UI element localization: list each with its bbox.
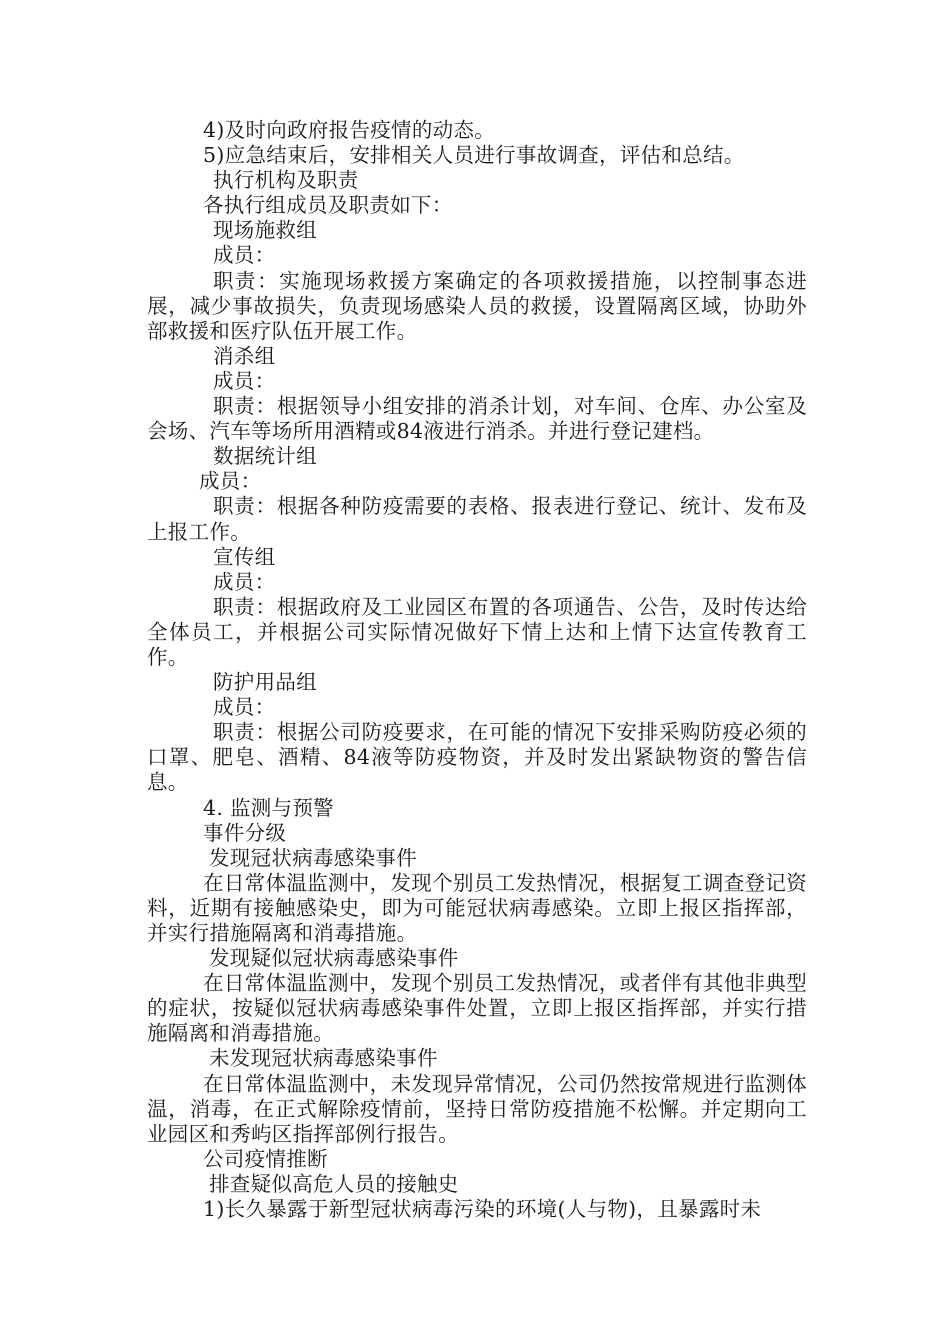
group-heading-onsite-rescue: 现场施救组 — [213, 218, 317, 243]
section-heading-monitoring-warning: 4. 监测与预警 — [203, 795, 334, 820]
group-members-publicity: 成员： — [213, 569, 276, 594]
group-heading-disinfection: 消杀组 — [213, 343, 276, 368]
list-item-post-emergency-investigation: 5)应急结束后，安排相关人员进行事故调查，评估和总结。 — [203, 143, 745, 168]
event-description-no-infection: 在日常体温监测中，未发现异常情况，公司仍然按常规进行监测体温，消毒，在正式解除疫情前，坚持日常防疫措施不松懈。并定期向工业园区和秀屿区指挥部例行报告。 — [147, 1071, 807, 1146]
section-heading-executing-agencies: 执行机构及职责 — [213, 168, 359, 193]
event-heading-infection-found: 发现冠状病毒感染事件 — [209, 845, 417, 870]
subsection-heading-epidemic-inference: 公司疫情推断 — [203, 1146, 328, 1171]
group-members-protective-supplies: 成员： — [213, 695, 276, 720]
group-members-statistics: 成员： — [199, 469, 262, 494]
group-duty-publicity: 职责：根据政府及工业园区布置的各项通告、公告，及时传达给全体员工，并根据公司实际情况做好下情上达和上情下达宣传教育工作。 — [147, 594, 807, 669]
event-description-infection-found: 在日常体温监测中，发现个别员工发热情况，根据复工调查登记资料，近期有接触感染史，即为可能冠状病毒感染。立即上报区指挥部，并实行措施隔离和消毒措施。 — [147, 870, 807, 945]
event-heading-suspected-infection: 发现疑似冠状病毒感染事件 — [209, 946, 459, 971]
group-heading-statistics: 数据统计组 — [213, 444, 317, 469]
group-duty-disinfection: 职责：根据领导小组安排的消杀计划，对车间、仓库、办公室及会场、汽车等场所用酒精或84液进行消杀。并进行登记建档。 — [147, 394, 807, 444]
event-heading-no-infection: 未发现冠状病毒感染事件 — [209, 1046, 438, 1071]
group-heading-protective-supplies: 防护用品组 — [213, 670, 317, 695]
group-duty-onsite-rescue: 职责：实施现场救援方案确定的各项救援措施，以控制事态进展，减少事故损失，负责现场感染人员的救援，设置隔离区域，协助外部救援和医疗队伍开展工作。 — [147, 268, 807, 343]
list-item-report-government: 4)及时向政府报告疫情的动态。 — [203, 118, 496, 142]
subsection-heading-event-grading: 事件分级 — [203, 820, 287, 845]
paragraph-intro-groups: 各执行组成员及职责如下： — [203, 193, 453, 218]
group-members-onsite-rescue: 成员： — [213, 243, 276, 268]
group-duty-statistics: 职责：根据各种防疫需要的表格、报表进行登记、统计、发布及上报工作。 — [147, 494, 807, 544]
group-members-disinfection: 成员： — [213, 368, 276, 393]
document-body — [147, 118, 807, 1222]
list-item-long-exposure: 1)长久暴露于新型冠状病毒污染的环境(人与物)，且暴露时未 — [203, 1197, 762, 1222]
item-heading-contact-history: 排查疑似高危人员的接触史 — [209, 1171, 459, 1196]
group-heading-publicity: 宣传组 — [213, 544, 276, 569]
group-duty-protective-supplies: 职责：根据公司防疫要求，在可能的情况下安排采购防疫必须的口罩、肥皂、酒精、84液等防疫物资，并及时发出紧缺物资的警告信息。 — [147, 720, 807, 795]
event-description-suspected-infection: 在日常体温监测中，发现个别员工发热情况，或者伴有其他非典型的症状，按疑似冠状病毒感染事件处置，立即上报区指挥部，并实行措施隔离和消毒措施。 — [147, 971, 807, 1046]
